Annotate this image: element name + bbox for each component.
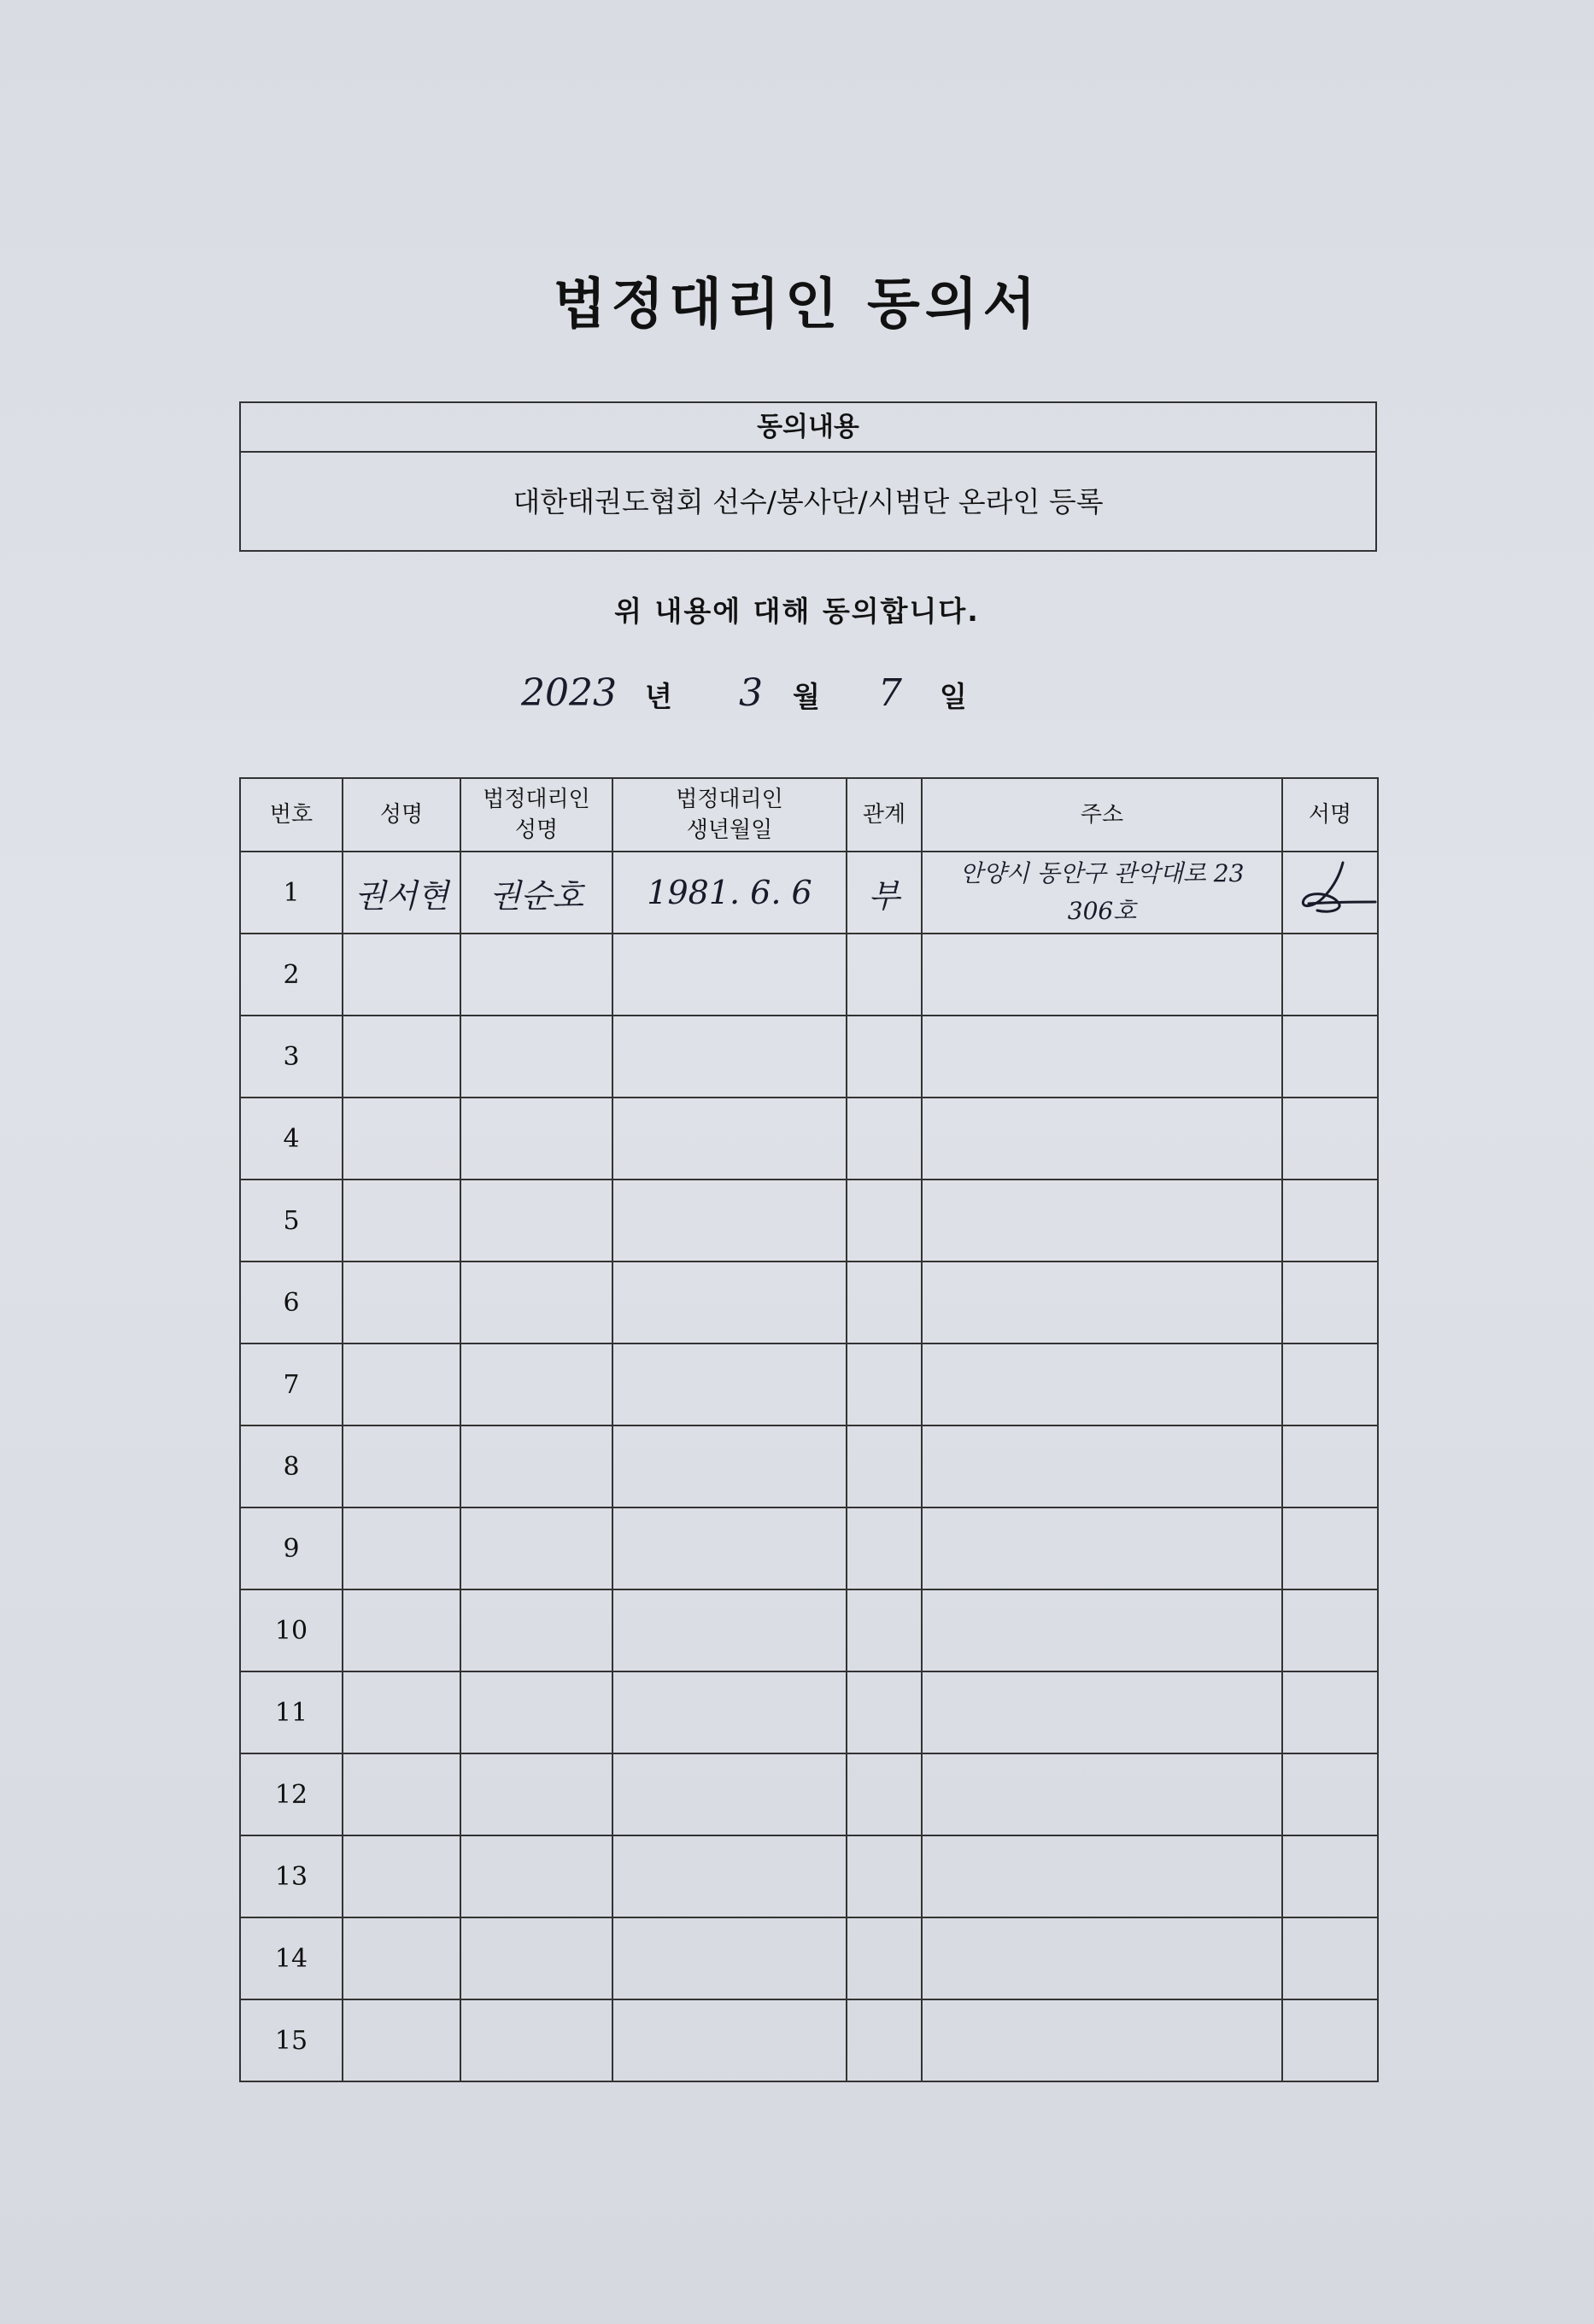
cell-address: [922, 1999, 1282, 2081]
cell-name: [343, 1835, 460, 1917]
cell-relation: [847, 1343, 922, 1425]
cell-no: 14: [240, 1917, 343, 1999]
cell-name: [343, 1753, 460, 1835]
cell-no: 15: [240, 1999, 343, 2081]
cell-address: [922, 1425, 1282, 1507]
cell-relation: [847, 1835, 922, 1917]
header-address: 주소: [922, 778, 1282, 852]
cell-guardian-name: [460, 1753, 612, 1835]
cell-signature: [1282, 1180, 1378, 1262]
cell-no: 2: [240, 934, 343, 1016]
cell-relation: 부: [847, 852, 922, 934]
cell-guardian-birth: [612, 1343, 847, 1425]
header-guardian-name: [460, 778, 612, 852]
table-row: [240, 852, 1378, 934]
cell-guardian-name: [460, 1589, 612, 1671]
cell-signature: [1282, 1507, 1378, 1589]
cell-relation: [847, 1016, 922, 1098]
cell-signature: [1282, 1835, 1378, 1917]
header-relation: 관계: [847, 778, 922, 852]
cell-relation: [847, 1262, 922, 1343]
cell-signature: [1282, 1425, 1378, 1507]
cell-address: [922, 1180, 1282, 1262]
cell-address: [922, 1589, 1282, 1671]
cell-signature: [1282, 1098, 1378, 1180]
registration-table: [239, 777, 1379, 2082]
cell-no: 12: [240, 1753, 343, 1835]
consent-header: 동의내용: [241, 403, 1375, 453]
cell-address: [922, 1098, 1282, 1180]
cell-no: 1: [240, 852, 343, 934]
date-month: 3: [739, 671, 763, 715]
cell-no: 3: [240, 1016, 343, 1098]
cell-no: 5: [240, 1180, 343, 1262]
cell-address: [922, 1507, 1282, 1589]
table-row: [240, 1589, 1378, 1671]
header-guardian-name-line2: 성명: [514, 817, 559, 843]
table-row: [240, 1425, 1378, 1507]
cell-signature: [1282, 1999, 1378, 2081]
cell-no: 10: [240, 1589, 343, 1671]
cell-no: 9: [240, 1507, 343, 1589]
cell-guardian-name: [460, 1999, 612, 2081]
cell-relation: [847, 1753, 922, 1835]
table-row: [240, 1262, 1378, 1343]
cell-name: [343, 1343, 460, 1425]
cell-signature: [1282, 852, 1378, 934]
cell-name: [343, 1507, 460, 1589]
cell-relation: [847, 1507, 922, 1589]
cell-signature: [1282, 934, 1378, 1016]
cell-relation: [847, 1180, 922, 1262]
date-year-unit: 년: [645, 680, 672, 713]
cell-relation: [847, 1425, 922, 1507]
cell-relation: [847, 1589, 922, 1671]
table-row: [240, 1917, 1378, 1999]
cell-relation: [847, 1671, 922, 1753]
cell-guardian-name: [460, 1671, 612, 1753]
table-row: [240, 1507, 1378, 1589]
cell-address: [922, 1671, 1282, 1753]
cell-guardian-birth: [612, 1753, 847, 1835]
cell-relation: [847, 1999, 922, 2081]
cell-guardian-birth: 1981. 6. 6: [612, 852, 847, 934]
table-row: [240, 1835, 1378, 1917]
cell-guardian-birth: [612, 1589, 847, 1671]
cell-address: [922, 1016, 1282, 1098]
cell-name: [343, 1589, 460, 1671]
cell-guardian-birth: [612, 934, 847, 1016]
header-no: 번호: [240, 778, 343, 852]
cell-guardian-name: [460, 1343, 612, 1425]
cell-guardian-birth: [612, 1425, 847, 1507]
cell-signature: [1282, 1753, 1378, 1835]
date-month-unit: 월: [793, 680, 820, 713]
table-row: [240, 1671, 1378, 1753]
cell-address: [922, 1917, 1282, 1999]
cell-guardian-birth: [612, 1917, 847, 1999]
cell-guardian-name: [460, 1098, 612, 1180]
table-row: [240, 1999, 1378, 2081]
cell-guardian-birth: [612, 1098, 847, 1180]
cell-no: 8: [240, 1425, 343, 1507]
cell-address: [922, 1835, 1282, 1917]
cell-signature: [1282, 1016, 1378, 1098]
consent-text: 대한태권도협회 선수/봉사단/시범단 온라인 등록: [513, 485, 1104, 518]
cell-guardian-birth: [612, 1671, 847, 1753]
cell-guardian-birth: [612, 1507, 847, 1589]
handwritten-signature: [1283, 859, 1377, 919]
cell-guardian-birth: [612, 1180, 847, 1262]
cell-no: 11: [240, 1671, 343, 1753]
address-line2: 306호: [1067, 897, 1137, 925]
cell-signature: [1282, 1917, 1378, 1999]
cell-no: 6: [240, 1262, 343, 1343]
cell-name: 권서현: [343, 852, 460, 934]
cell-address: [922, 1753, 1282, 1835]
cell-guardian-name: [460, 1262, 612, 1343]
date-day: 7: [878, 671, 902, 715]
header-guardian-birth-line1: 법정대리인: [676, 787, 783, 812]
header-signature: 서명: [1282, 778, 1378, 852]
consent-content-box: [239, 401, 1377, 552]
header-guardian-name-line1: 법정대리인: [483, 787, 590, 812]
cell-guardian-birth: [612, 1835, 847, 1917]
date-year: 2023: [521, 671, 617, 715]
cell-signature: [1282, 1343, 1378, 1425]
cell-guardian-name: [460, 1016, 612, 1098]
agreement-statement: 위 내용에 대해 동의합니다.: [614, 594, 980, 628]
cell-relation: [847, 1098, 922, 1180]
cell-address: [922, 934, 1282, 1016]
cell-name: [343, 1425, 460, 1507]
cell-address: [922, 1262, 1282, 1343]
cell-relation: [847, 934, 922, 1016]
table-row: [240, 934, 1378, 1016]
cell-no: 13: [240, 1835, 343, 1917]
table-header-row: [240, 778, 1378, 852]
table-row: [240, 1180, 1378, 1262]
header-name: 성명: [343, 778, 460, 852]
cell-guardian-name: [460, 1425, 612, 1507]
cell-guardian-name: [460, 1917, 612, 1999]
address-line1: 안양시 동안구 관악대로 23: [959, 859, 1245, 887]
header-guardian-birth: [612, 778, 847, 852]
table-row: [240, 1098, 1378, 1180]
cell-guardian-name: [460, 934, 612, 1016]
cell-name: [343, 1098, 460, 1180]
cell-guardian-birth: [612, 1999, 847, 2081]
cell-signature: [1282, 1262, 1378, 1343]
table-row: [240, 1753, 1378, 1835]
cell-address: [922, 852, 1282, 934]
cell-name: [343, 934, 460, 1016]
cell-name: [343, 1262, 460, 1343]
cell-guardian-birth: [612, 1262, 847, 1343]
cell-name: [343, 1999, 460, 2081]
header-guardian-birth-line2: 생년월일: [686, 817, 773, 843]
cell-no: 7: [240, 1343, 343, 1425]
cell-no: 4: [240, 1098, 343, 1180]
cell-guardian-name: [460, 1180, 612, 1262]
page-title: 법정대리인 동의서: [553, 273, 1041, 337]
date-day-unit: 일: [940, 680, 967, 713]
cell-guardian-name: 권순호: [460, 852, 612, 934]
table-row: [240, 1016, 1378, 1098]
cell-name: [343, 1180, 460, 1262]
cell-signature: [1282, 1671, 1378, 1753]
cell-name: [343, 1016, 460, 1098]
cell-name: [343, 1671, 460, 1753]
table-row: [240, 1343, 1378, 1425]
cell-signature: [1282, 1589, 1378, 1671]
cell-name: [343, 1917, 460, 1999]
cell-guardian-birth: [612, 1016, 847, 1098]
cell-address: [922, 1343, 1282, 1425]
cell-relation: [847, 1917, 922, 1999]
cell-guardian-name: [460, 1835, 612, 1917]
cell-guardian-name: [460, 1507, 612, 1589]
